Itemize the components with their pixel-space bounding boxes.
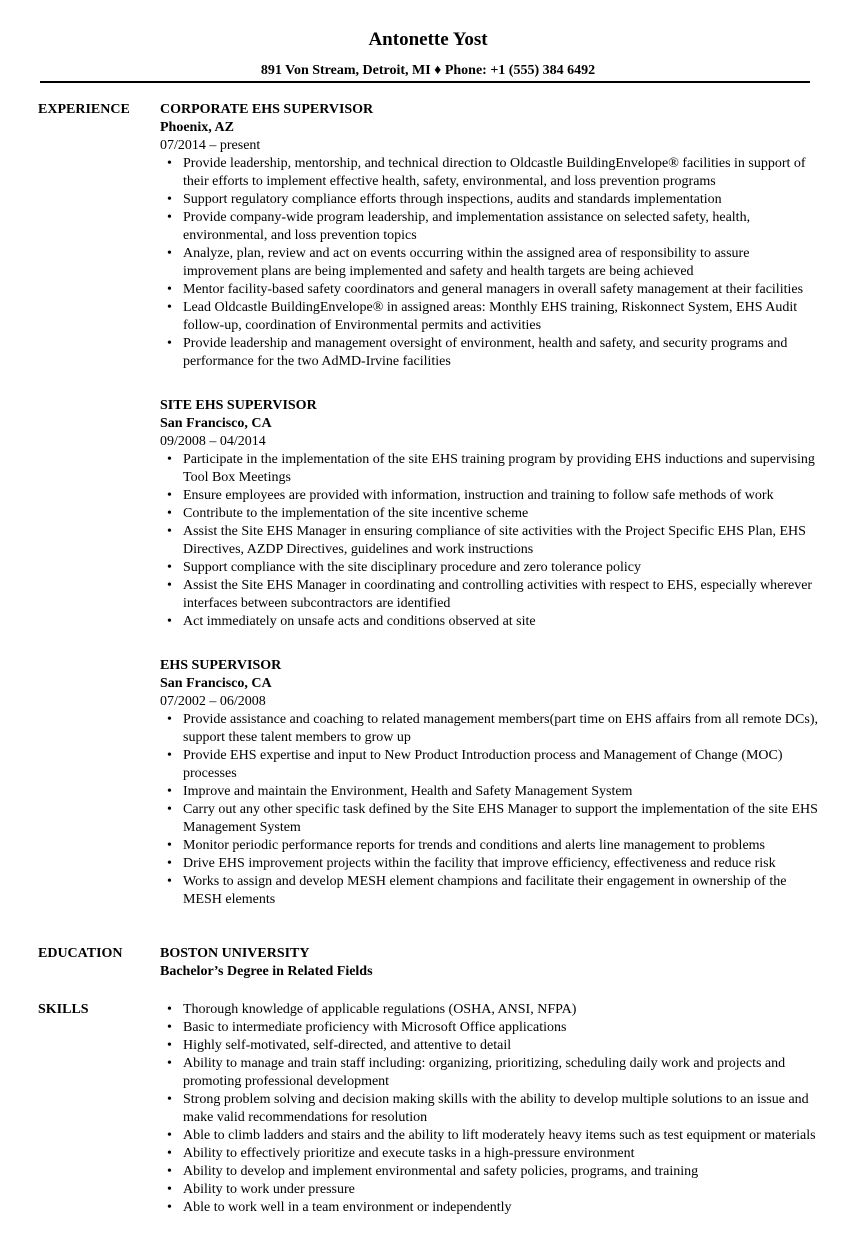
job-bullets <box>160 711 820 909</box>
list-item: • Provide assistance and coaching to related management members(part time on EHS affairs from all remote DCs), support these talent members to grow up <box>160 711 820 747</box>
job-title: EHS SUPERVISOR <box>160 658 282 673</box>
list-item: • Ability to work under pressure <box>160 1181 820 1199</box>
list-item: • Assist the Site EHS Manager in ensuring compliance of site activities with the Project Specific EHS Plan, EHS Directives, AZDP Directives, guidelines and work instructions <box>160 523 820 559</box>
list-item: • Carry out any other specific task defined by the Site EHS Manager to support the implementation of the site EHS Management System <box>160 801 820 837</box>
list-item: • Provide EHS expertise and input to New Product Introduction process and Management of Change (MOC) processes <box>160 747 820 783</box>
job-dates: 09/2008 – 04/2014 <box>160 434 266 449</box>
job-entry <box>160 657 820 909</box>
list-item: • Ability to develop and implement environmental and safety policies, programs, and training <box>160 1163 820 1181</box>
header-divider <box>40 81 810 83</box>
list-item: • Ability to effectively prioritize and execute tasks in a high-pressure environment <box>160 1145 820 1163</box>
list-item: • Provide leadership, mentorship, and technical direction to Oldcastle BuildingEnvelope® facilities in support of their efforts to implement effective health, safety, environmental, and loss prevention programs <box>160 155 820 191</box>
list-item: • Improve and maintain the Environment, Health and Safety Management System <box>160 783 820 801</box>
degree: Bachelor’s Degree in Related Fields <box>160 964 373 979</box>
education-label: EDUCATION <box>38 946 123 961</box>
list-item: • Ability to manage and train staff including: organizing, prioritizing, scheduling daily work and projects and promoting professional development <box>160 1055 820 1091</box>
skills-label: SKILLS <box>38 1002 89 1017</box>
list-item: • Works to assign and develop MESH element champions and facilitate their engagement in ownership of the MESH elements <box>160 873 820 909</box>
list-item: • Provide leadership and management oversight of environment, health and safety, and security programs and performance for the two AdMD-Irvine facilities <box>160 335 820 371</box>
skills-section <box>160 1001 820 1217</box>
job-entry <box>160 101 820 371</box>
school-name: BOSTON UNIVERSITY <box>160 946 310 961</box>
candidate-name: Antonette Yost <box>368 29 488 50</box>
list-item: • Able to climb ladders and stairs and the ability to lift moderately heavy items such as test equipment or materials <box>160 1127 820 1145</box>
list-item: • Ensure employees are provided with information, instruction and training to follow safe methods of work <box>160 487 820 505</box>
list-item: • Lead Oldcastle BuildingEnvelope® in assigned areas: Monthly EHS training, Riskonnect System, EHS Audit follow-up, coordination of Environmental permits and activities <box>160 299 820 335</box>
job-bullets <box>160 451 820 631</box>
contact-line: 891 Von Stream, Detroit, MI ♦ Phone: +1 (555) 384 6492 <box>260 63 596 78</box>
list-item: • Provide company-wide program leadership, and implementation assistance on selected safety, health, environmental, and loss prevention topics <box>160 209 820 245</box>
list-item: • Support compliance with the site disciplinary procedure and zero tolerance policy <box>160 559 820 577</box>
job-location: San Francisco, CA <box>160 416 272 431</box>
list-item: • Highly self-motivated, self-directed, and attentive to detail <box>160 1037 820 1055</box>
list-item: • Basic to intermediate proficiency with Microsoft Office applications <box>160 1019 820 1037</box>
list-item: • Participate in the implementation of the site EHS training program by providing EHS inductions and supervising Tool Box Meetings <box>160 451 820 487</box>
list-item: • Assist the Site EHS Manager in coordinating and controlling activities with respect to EHS, especially wherever interfaces between subcontractors are identified <box>160 577 820 613</box>
skills-list <box>160 1001 820 1217</box>
job-location: San Francisco, CA <box>160 676 272 691</box>
job-bullets <box>160 155 820 371</box>
list-item: • Monitor periodic performance reports for trends and conditions and alerts line management to problems <box>160 837 820 855</box>
job-dates: 07/2002 – 06/2008 <box>160 694 266 709</box>
list-item: • Contribute to the implementation of the site incentive scheme <box>160 505 820 523</box>
list-item: • Analyze, plan, review and act on events occurring within the assigned area of responsibility to assure improvement plans are being implemented and safety and health targets are being achieved <box>160 245 820 281</box>
list-item: • Mentor facility-based safety coordinators and general managers in overall safety management at their facilities <box>160 281 820 299</box>
job-dates: 07/2014 – present <box>160 138 261 153</box>
education-section <box>160 945 820 981</box>
job-title: CORPORATE EHS SUPERVISOR <box>160 102 374 117</box>
list-item: • Act immediately on unsafe acts and conditions observed at site <box>160 613 820 631</box>
experience-section <box>160 101 820 935</box>
experience-label: EXPERIENCE <box>38 102 130 117</box>
job-entry <box>160 397 820 631</box>
list-item: • Drive EHS improvement projects within the facility that improve efficiency, effectiveness and reduce risk <box>160 855 820 873</box>
job-location: Phoenix, AZ <box>160 120 234 135</box>
list-item: • Thorough knowledge of applicable regulations (OSHA, ANSI, NFPA) <box>160 1001 820 1019</box>
list-item: • Support regulatory compliance efforts through inspections, audits and standards implementation <box>160 191 820 209</box>
job-title: SITE EHS SUPERVISOR <box>160 398 317 413</box>
list-item: • Able to work well in a team environment or independently <box>160 1199 820 1217</box>
list-item: • Strong problem solving and decision making skills with the ability to develop multiple solutions to an issue and make valid recommendations for resolution <box>160 1091 820 1127</box>
